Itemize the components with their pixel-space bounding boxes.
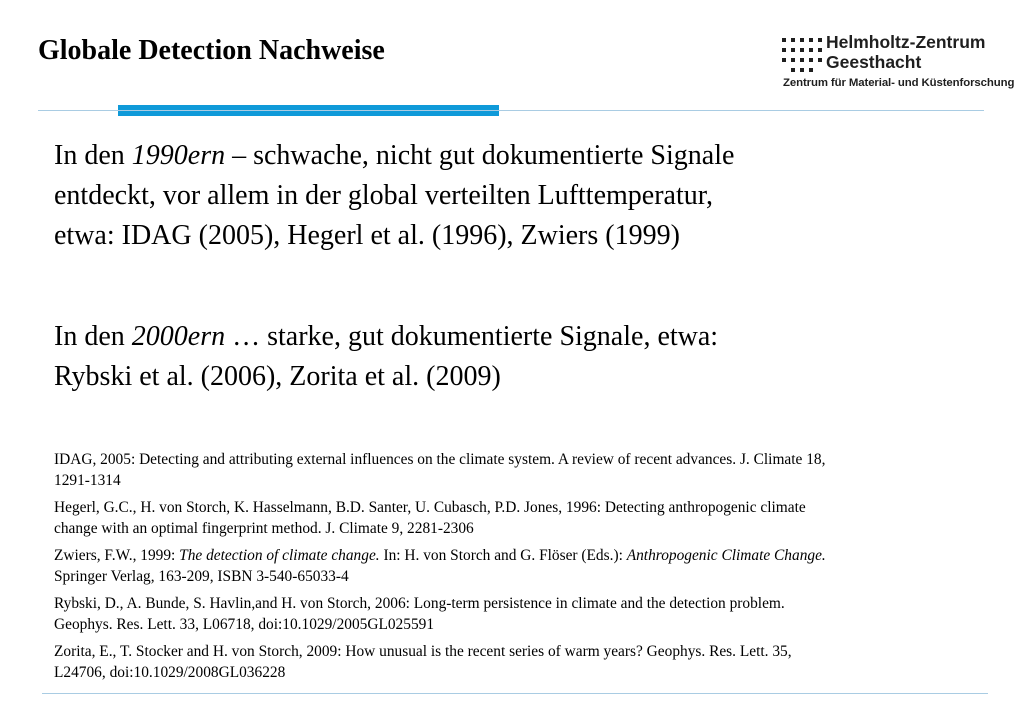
footer-divider [42,693,988,694]
reference-line: Rybski, D., A. Bunde, S. Havlin,and H. von Storch, 2006: Long-term persistence in climate and the detection problem. [54,595,785,612]
reference-line: Geophys. Res. Lett. 33, L06718, doi:10.1029/2005GL025591 [54,616,435,633]
reference-hegerl [54,497,1004,539]
chapter-title: The detection of climate change. [179,547,380,564]
reference-zwiers [54,545,1004,587]
text-run: … starke, gut dokumentierte Signale, etwa: [225,321,719,352]
helmholtz-logo [782,32,1015,98]
reference-rybski [54,593,1004,635]
reference-line [54,547,826,564]
reference-line: L24706, doi:10.1029/2008GL036228 [54,664,286,681]
paragraph-2000s [54,317,994,397]
paragraph-1990s [54,136,994,256]
paragraph-1990s-line-3: etwa: IDAG (2005), Hegerl et al. (1996), Zwiers (1999) [54,220,680,251]
reference-line: change with an optimal fingerprint method. J. Climate 9, 2281-2306 [54,520,474,537]
reference-line: Springer Verlag, 163-209, ISBN 3-540-65033-4 [54,568,349,585]
decade-emphasis: 1990ern [131,140,226,171]
text-run: Zwiers, F.W., 1999: [54,547,180,564]
paragraph-1990s-line-1 [54,136,994,176]
paragraph-2000s-line-2: Rybski et al. (2006), Zorita et al. (2009) [54,361,501,392]
paragraph-1990s-line-2: entdeckt, vor allem in der global verteilten Lufttemperatur, [54,180,713,211]
logo-subline: Zentrum für Material- und Küstenforschung [783,77,1015,89]
decade-emphasis: 2000ern [131,321,226,352]
helmholtz-dots-icon [782,38,824,72]
text-run: In den [54,321,132,352]
reference-line: Zorita, E., T. Stocker and H. von Storch, 2009: How unusual is the recent series of warm years? Geophys. Res. Lett. 35, [54,643,792,660]
reference-idag [54,449,1004,491]
reference-line: Hegerl, G.C., H. von Storch, K. Hasselmann, B.D. Santer, U. Cubasch, P.D. Jones, 1996: Detecting anthropogenic climate [54,499,806,516]
paragraph-2000s-line-1 [54,317,994,357]
slide-title: Globale Detection Nachweise [38,35,385,66]
reference-line: 1291-1314 [54,472,121,489]
text-run: In: H. von Storch and G. Flöser (Eds.): [379,547,627,564]
logo-name-line2: Geesthacht [826,51,922,72]
reference-line: IDAG, 2005: Detecting and attributing external influences on the climate system. A review of recent advances. J. Climate 18, [54,451,826,468]
reference-zorita [54,641,1004,683]
book-title: Anthropogenic Climate Change. [626,547,826,564]
logo-name [826,33,985,72]
logo-name-line1: Helmholtz-Zentrum [826,32,986,52]
reference-list [54,449,1004,689]
text-run: – schwache, nicht gut dokumentierte Signale [225,140,735,171]
text-run: In den [54,140,132,171]
header-divider [38,110,984,111]
